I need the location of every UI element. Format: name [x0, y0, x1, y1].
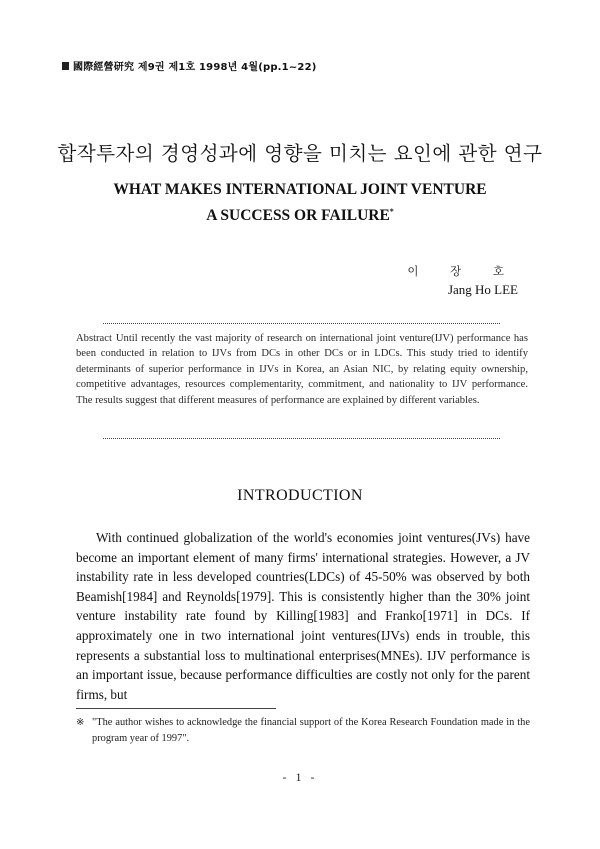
footnote-rule — [76, 708, 276, 709]
abstract — [76, 331, 528, 408]
journal-citation: 國際經營研究 제9권 제1호 1998년 4월(pp.1~22) — [73, 62, 317, 73]
english-title-line2-text: A SUCCESS OR FAILURE — [206, 207, 390, 224]
journal-mark-icon — [62, 62, 69, 70]
english-title — [0, 179, 600, 227]
abstract-bottom-divider — [103, 438, 500, 439]
footnote-text: "The author wishes to acknowledge the financial support of the Korea Research Foundation made in the program year of 1997". — [92, 717, 530, 744]
footnote — [76, 715, 530, 747]
body-paragraph: With continued globalization of the world's economies joint ventures(JVs) have become an important element of many firms' international strategies. However, a JV instability rate in less developed countries(LDCs) of 45-50% was observed by both Beamish[1984] and Reynolds[1979]. This is consistently higher than the 30% joint venture instability rate found by Killing[1983] and Franko[1971] in DCs. If approximately one in two international joint ventures(IJVs) ends in trouble, this represents a substantial loss to multinational enterprises(MNEs). IJV performance is an important issue, because performance difficulties are costly not only for the parent firms, but — [76, 530, 530, 702]
journal-header — [62, 58, 317, 73]
english-title-line1: WHAT MAKES INTERNATIONAL JOINT VENTURE — [113, 181, 487, 198]
abstract-text: Until recently the vast majority of research on international joint venture(IJV) performance has been conducted in relation to IJVs from DCs in other DCs or in LDCs. This study tried to identify determinants of superior performance in IJVs in Korea, an Asian NIC, by relating equity ownership, competitive advantages, resources complementarity, commitment, and nationality to IJV performance. The results suggest that different measures of performance are explained by different variables. — [76, 333, 528, 406]
abstract-label: Abstract — [76, 333, 112, 344]
footnote-marker: ※ — [76, 717, 85, 728]
page-number: - 1 - — [282, 770, 318, 784]
title-footnote-marker: * — [389, 207, 394, 216]
author-korean: 이 장 호 — [407, 264, 518, 278]
section-heading: INTRODUCTION — [237, 487, 363, 504]
body-text — [76, 528, 530, 704]
korean-title: 합작투자의 경영성과에 영향을 미치는 요인에 관한 연구 — [57, 142, 543, 165]
author-english: Jang Ho LEE — [447, 282, 518, 297]
english-title-line2 — [0, 201, 600, 227]
abstract-top-divider — [103, 323, 500, 324]
